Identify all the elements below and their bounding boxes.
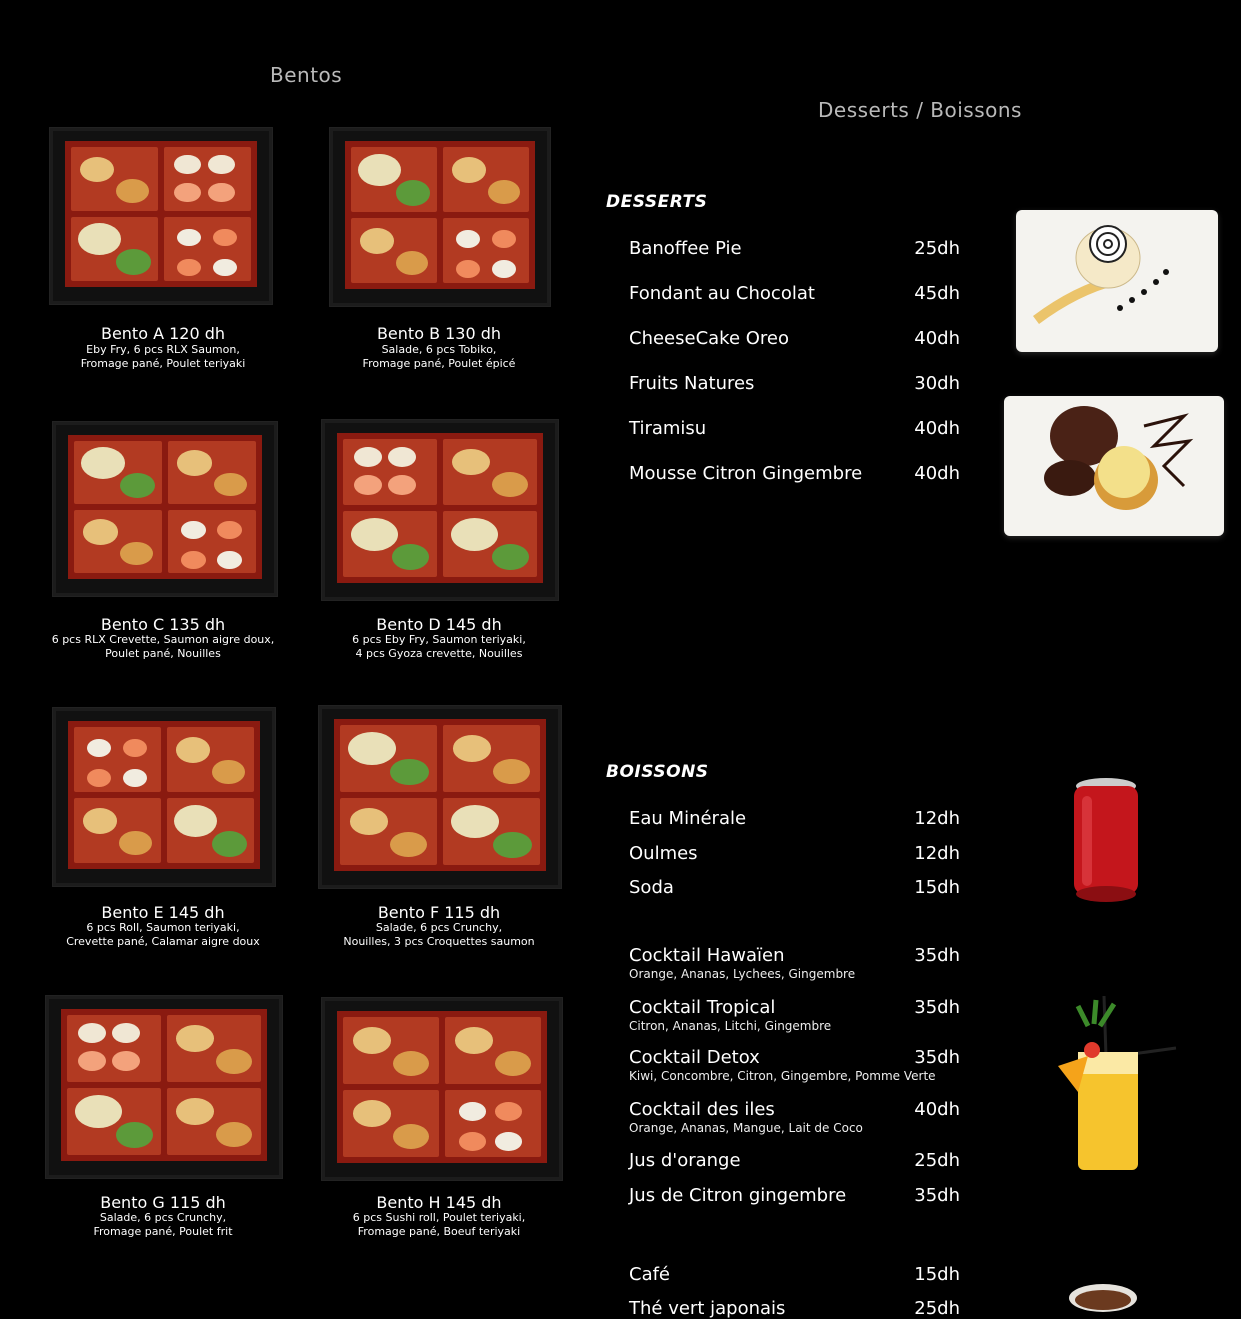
bento-desc: 6 pcs Eby Fry, Saumon teriyaki, xyxy=(352,633,526,646)
bento-card[interactable] xyxy=(314,996,564,1246)
menu-item-price: 25dh xyxy=(914,1150,960,1171)
menu-item-price: 40dh xyxy=(914,463,960,484)
menu-item-price: 25dh xyxy=(914,238,960,259)
bento-box-image xyxy=(330,128,550,306)
desserts-boissons-heading: Desserts / Boissons xyxy=(818,98,1022,122)
menu-item-price: 15dh xyxy=(914,877,960,898)
menu-item-price: 35dh xyxy=(914,1047,960,1068)
menu-item-price: 30dh xyxy=(914,373,960,394)
menu-item-price: 40dh xyxy=(914,328,960,349)
dessert-image-fondant xyxy=(1004,396,1224,536)
menu-item-name: Jus d'orange xyxy=(629,1150,741,1171)
menu-item-price: 12dh xyxy=(914,843,960,864)
bento-card[interactable] xyxy=(314,418,564,668)
menu-item-name: Fondant au Chocolat xyxy=(629,283,815,304)
bento-card[interactable] xyxy=(314,704,564,954)
menu-item-name: Cocktail des iles xyxy=(629,1099,775,1120)
bentos-heading: Bentos xyxy=(270,63,343,87)
menu-item-name: Thé vert japonais xyxy=(629,1298,786,1319)
bento-box-image xyxy=(322,420,558,600)
bento-desc: Salade, 6 pcs Crunchy, xyxy=(99,1211,227,1224)
bento-card[interactable] xyxy=(38,128,288,378)
menu-item-name: Jus de Citron gingembre xyxy=(629,1185,847,1206)
menu-item-price: 35dh xyxy=(914,945,960,966)
menu-item-name: Tiramisu xyxy=(629,418,707,439)
bento-card[interactable] xyxy=(314,128,564,378)
boissons-label: BOISSONS xyxy=(606,762,709,782)
menu-item-name: Eau Minérale xyxy=(629,808,747,829)
menu-item-name: Cocktail Hawaïen xyxy=(629,945,785,966)
bento-desc: Eby Fry, 6 pcs RLX Saumon, xyxy=(86,343,240,356)
menu-item-name: Fruits Natures xyxy=(629,373,755,394)
bento-desc: 6 pcs RLX Crevette, Saumon aigre doux, xyxy=(51,633,275,646)
desserts-label: DESSERTS xyxy=(606,192,708,212)
bento-box-image xyxy=(53,708,275,886)
bento-desc: Nouilles, 3 pcs Croquettes saumon xyxy=(343,935,535,948)
bento-box-image xyxy=(53,422,277,596)
bento-box-image xyxy=(322,998,562,1180)
bento-desc: Crevette pané, Calamar aigre doux xyxy=(66,935,260,948)
menu-item-name: Café xyxy=(629,1264,671,1285)
bento-title: Bento C 135 dh xyxy=(100,615,226,634)
bento-desc: 4 pcs Gyoza crevette, Nouilles xyxy=(355,647,523,660)
menu-item-price: 40dh xyxy=(914,1099,960,1120)
bento-title: Bento E 145 dh xyxy=(101,903,225,922)
bento-desc: 6 pcs Roll, Saumon teriyaki, xyxy=(86,921,240,934)
menu-item-price: 25dh xyxy=(914,1298,960,1319)
bento-desc: Fromage pané, Poulet teriyaki xyxy=(80,357,246,370)
bento-desc: Poulet pané, Nouilles xyxy=(105,647,221,660)
bento-desc: Fromage pané, Poulet frit xyxy=(93,1225,233,1238)
bento-title: Bento D 145 dh xyxy=(376,615,502,634)
bento-title: Bento H 145 dh xyxy=(376,1193,502,1212)
coffee-cup-icon xyxy=(1066,1282,1140,1315)
bento-card[interactable] xyxy=(38,420,288,670)
bento-box-image xyxy=(319,706,561,888)
bento-desc: 6 pcs Sushi roll, Poulet teriyaki, xyxy=(352,1211,526,1224)
dessert-image-banoffee xyxy=(1016,210,1218,352)
bento-box-image xyxy=(46,996,282,1178)
menu-item-desc: Kiwi, Concombre, Citron, Gingembre, Pomme Verte xyxy=(629,1069,936,1083)
chocolate-cake-icon xyxy=(1004,396,1224,536)
menu-item-price: 35dh xyxy=(914,997,960,1018)
bento-title: Bento F 115 dh xyxy=(377,903,501,922)
bento-desc: Salade, 6 pcs Crunchy, xyxy=(375,921,503,934)
menu-item-desc: Orange, Ananas, Mangue, Lait de Coco xyxy=(629,1121,863,1135)
menu-item-name: Cocktail Tropical xyxy=(629,997,776,1018)
bento-desc: Salade, 6 pcs Tobiko, xyxy=(381,343,497,356)
bento-title: Bento B 130 dh xyxy=(376,324,502,343)
menu-item-price: 15dh xyxy=(914,1264,960,1285)
menu-item-price: 35dh xyxy=(914,1185,960,1206)
bento-desc: Fromage pané, Boeuf teriyaki xyxy=(357,1225,521,1238)
menu-item-desc: Citron, Ananas, Litchi, Gingembre xyxy=(629,1019,832,1033)
menu-item-name: Mousse Citron Gingembre xyxy=(629,463,863,484)
menu-item-price: 12dh xyxy=(914,808,960,829)
bento-title: Bento A 120 dh xyxy=(100,324,226,343)
cake-icon xyxy=(1016,210,1218,352)
menu-item-name: Banoffee Pie xyxy=(629,238,742,259)
bento-title: Bento G 115 dh xyxy=(100,1193,226,1212)
bento-card[interactable] xyxy=(38,996,288,1246)
bento-box-image xyxy=(50,128,272,304)
menu-item-name: Oulmes xyxy=(629,843,698,864)
cocktail-glass-icon xyxy=(1048,996,1178,1176)
menu-item-price: 45dh xyxy=(914,283,960,304)
menu-item-name: Cocktail Detox xyxy=(629,1047,760,1068)
bento-desc: Fromage pané, Poulet épicé xyxy=(362,357,516,370)
soda-can-icon xyxy=(1070,776,1142,906)
bento-card[interactable] xyxy=(38,706,288,956)
menu-item-name: Soda xyxy=(629,877,674,898)
menu-item-price: 40dh xyxy=(914,418,960,439)
menu-item-desc: Orange, Ananas, Lychees, Gingembre xyxy=(629,967,856,981)
menu-item-name: CheeseCake Oreo xyxy=(629,328,790,349)
